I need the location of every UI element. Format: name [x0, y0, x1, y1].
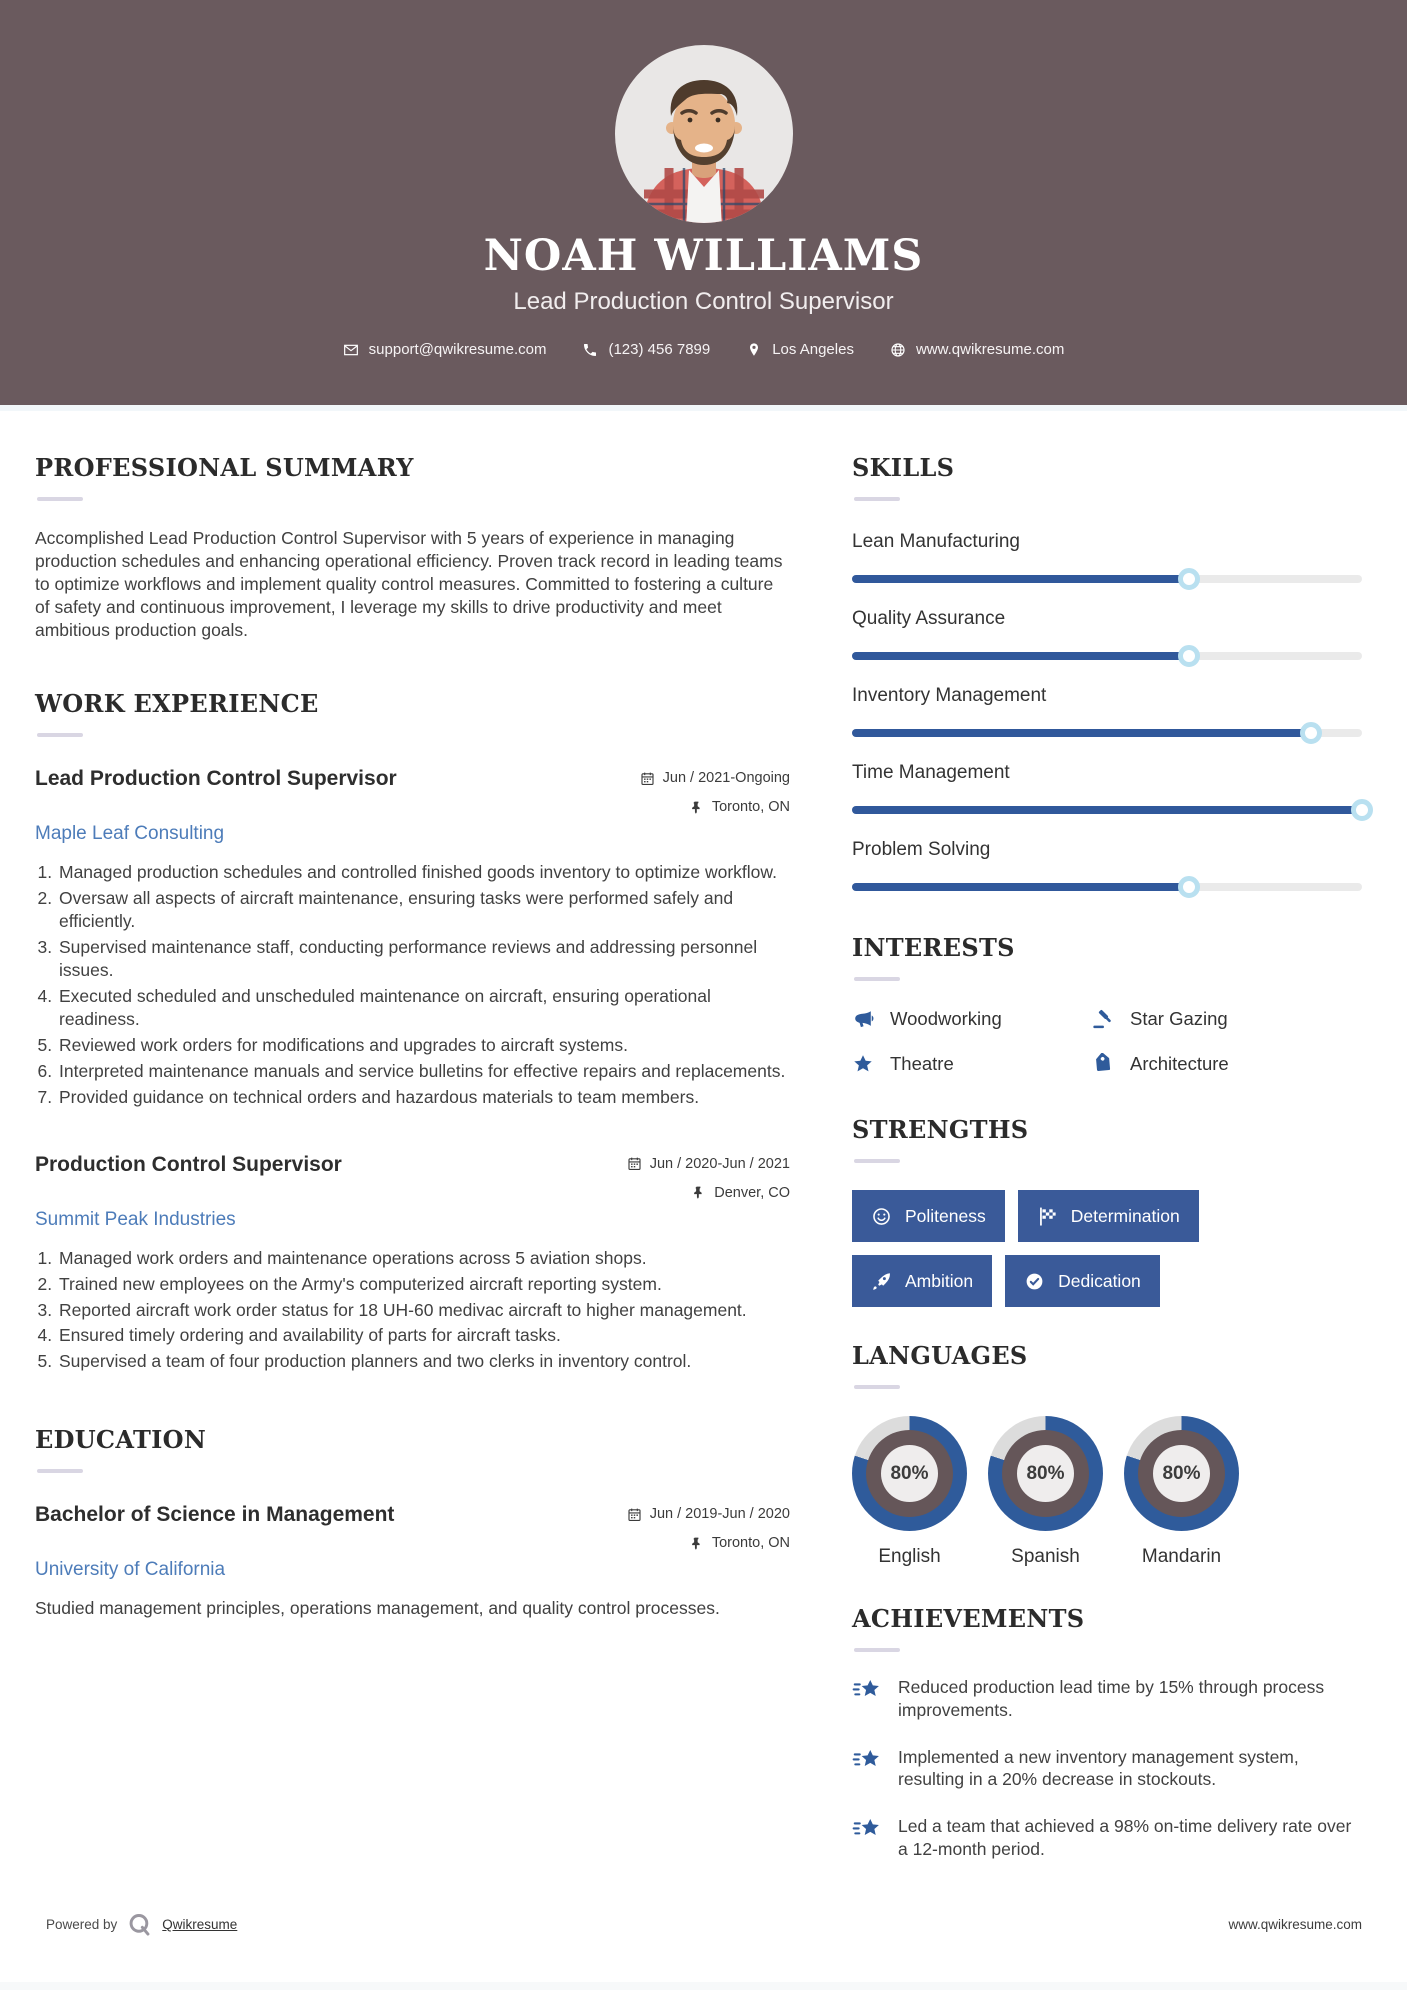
interest-label: Theatre: [890, 1053, 954, 1074]
slider-fill: [852, 729, 1311, 737]
calendar-icon: [627, 1507, 642, 1522]
slider-fill: [852, 806, 1362, 814]
language-item: [1124, 1416, 1239, 1568]
slider-fill: [852, 883, 1189, 891]
contact-location: [746, 341, 854, 358]
job-bullet: 2. Trained new employees on the Army's computerized aircraft reporting system.: [57, 1273, 790, 1296]
interest-label: Woodworking: [890, 1008, 1002, 1029]
language-donut: [852, 1416, 967, 1531]
achievement-item: [852, 1815, 1362, 1861]
skill-list: [852, 531, 1362, 891]
slider-thumb[interactable]: [1178, 568, 1200, 590]
footer: [46, 1911, 1362, 1938]
job-dates: Jun / 2021-Ongoing: [640, 770, 790, 786]
language-list: [852, 1416, 1362, 1568]
language-label: Spanish: [1011, 1546, 1080, 1567]
education-description: Studied management principles, operations management, and quality control processes.: [35, 1598, 720, 1619]
achievement-item: [852, 1676, 1362, 1722]
summary-heading: PROFESSIONAL SUMMARY: [35, 453, 414, 482]
language-donut: [988, 1416, 1103, 1531]
job-bullet: 3. Reported aircraft work order status for 18 UH-60 medivac aircraft to higher management.: [57, 1299, 790, 1322]
skill-row: [852, 839, 1362, 891]
skill-label: Quality Assurance: [852, 608, 1006, 629]
skills-heading: SKILLS: [852, 453, 955, 482]
strengths-heading: STRENGTHS: [852, 1115, 1029, 1144]
education-heading: EDUCATION: [35, 1425, 207, 1455]
smiley-icon: [871, 1206, 892, 1227]
skill-slider[interactable]: [852, 575, 1362, 583]
shooting-star-icon: [852, 1677, 883, 1704]
job-bullet: 4. Ensured timely ordering and availability of parts for aircraft tasks.: [57, 1324, 790, 1347]
strength-badge: [1005, 1255, 1160, 1307]
language-item: [988, 1416, 1103, 1568]
job-bullet: 3. Supervised maintenance staff, conducting performance reviews and addressing personnel issues.: [57, 936, 790, 982]
calendar-icon: [627, 1156, 642, 1171]
powered-by-label: Powered by: [46, 1917, 118, 1932]
degree-title: Bachelor of Science in Management: [35, 1503, 395, 1527]
contact-email: [343, 341, 547, 358]
interest-grid: [852, 1008, 1362, 1075]
phone-icon: [582, 342, 598, 358]
pushpin-icon: [689, 1536, 704, 1551]
job-entry: [35, 1153, 790, 1374]
heading-rule: [854, 977, 900, 981]
job-list: [35, 767, 790, 1373]
interests-heading: INTERESTS: [852, 933, 1015, 962]
job-bullet: 5. Reviewed work orders for modifications and upgrades to aircraft systems.: [57, 1034, 790, 1057]
skill-label: Problem Solving: [852, 839, 991, 860]
qwikresume-link[interactable]: Qwikresume: [162, 1917, 238, 1932]
job-bullet: 6. Interpreted maintenance manuals and service bulletins for effective repairs and replacements.: [57, 1060, 790, 1083]
language-label: English: [878, 1546, 941, 1567]
education-location: [627, 1535, 790, 1551]
skill-slider[interactable]: [852, 883, 1362, 891]
skill-label: Lean Manufacturing: [852, 531, 1020, 552]
map-pin-icon: [746, 342, 762, 358]
checkered-flag-icon: [1037, 1206, 1058, 1227]
education-entry: [35, 1503, 790, 1620]
globe-icon: [890, 342, 906, 358]
job-bullet: 5. Supervised a team of four production planners and two clerks in inventory control.: [57, 1350, 790, 1373]
section-summary: [35, 453, 790, 642]
right-column: [852, 453, 1362, 1861]
slider-thumb[interactable]: [1178, 876, 1200, 898]
job-bullets: [35, 861, 790, 1108]
achievement-text: Led a team that achieved a 98% on-time delivery rate over a 12-month period.: [898, 1816, 1352, 1859]
skill-slider[interactable]: [852, 729, 1362, 737]
pushpin-icon: [691, 1185, 706, 1200]
job-dates: Jun / 2020-Jun / 2021: [627, 1156, 790, 1172]
phone-number: (123) 456 7899: [608, 341, 711, 359]
slider-thumb[interactable]: [1351, 799, 1373, 821]
page-title: NOAH WILLIAMS: [483, 231, 924, 281]
tag-icon: [1092, 1053, 1114, 1075]
job-title: Production Control Supervisor: [35, 1152, 342, 1176]
calendar-icon: [640, 771, 655, 786]
heading-rule: [37, 1469, 83, 1473]
skill-slider[interactable]: [852, 806, 1362, 814]
interest-item: [852, 1053, 1092, 1075]
strength-label: Determination: [1070, 1205, 1180, 1226]
profile-photo: [614, 44, 794, 224]
pushpin-icon: [689, 800, 704, 815]
skill-row: [852, 685, 1362, 737]
heading-rule: [37, 497, 83, 501]
section-interests: [852, 933, 1362, 1075]
powered-by: [46, 1911, 237, 1938]
school-link[interactable]: University of California: [35, 1559, 226, 1581]
skill-label: Inventory Management: [852, 685, 1047, 706]
section-achievements: [852, 1604, 1362, 1861]
heading-rule: [854, 1159, 900, 1163]
section-languages: [852, 1341, 1362, 1568]
skill-label: Time Management: [852, 762, 1010, 783]
education-location-text: Toronto, ON: [711, 1535, 790, 1552]
section-strengths: [852, 1115, 1362, 1307]
job-bullet: 1. Managed production schedules and controlled finished goods inventory to optimize workflow.: [57, 861, 790, 884]
job-bullet: 2. Oversaw all aspects of aircraft maintenance, ensuring tasks were performed safely and efficiently.: [57, 887, 790, 933]
language-percent: 80%: [1153, 1445, 1210, 1502]
contact-website: [890, 341, 1064, 358]
page-bottom-edge: [0, 1982, 1407, 1990]
language-donut: [1124, 1416, 1239, 1531]
heading-rule: [854, 1648, 900, 1652]
section-education: [35, 1425, 790, 1620]
footer-website: www.qwikresume.com: [1228, 1917, 1362, 1932]
job-bullets: [35, 1247, 790, 1374]
location-text: Los Angeles: [772, 341, 854, 359]
section-work-experience: [35, 689, 790, 1373]
heading-rule: [854, 497, 900, 501]
envelope-icon: [343, 342, 359, 358]
skill-row: [852, 608, 1362, 660]
header: [0, 0, 1407, 405]
strength-badge: [852, 1190, 1005, 1242]
company-link[interactable]: Maple Leaf Consulting: [35, 823, 225, 845]
email-link[interactable]: support@qwikresume.com: [368, 341, 547, 359]
bullhorn-icon: [852, 1008, 874, 1030]
work-heading: WORK EXPERIENCE: [35, 689, 319, 719]
job-location: Denver, CO: [627, 1185, 790, 1201]
interest-item: [1092, 1008, 1362, 1030]
strength-label: Politeness: [905, 1205, 986, 1226]
achievement-list: [852, 1676, 1362, 1861]
job-bullet: 4. Executed scheduled and unscheduled maintenance on aircraft, ensuring operational readiness.: [57, 985, 790, 1031]
shooting-star-icon: [852, 1747, 883, 1774]
company-link[interactable]: Summit Peak Industries: [35, 1208, 236, 1230]
achievements-heading: ACHIEVEMENTS: [852, 1604, 1085, 1633]
slider-fill: [852, 575, 1189, 583]
check-circle-icon: [1024, 1271, 1045, 1292]
interest-item: [1092, 1053, 1362, 1075]
education-dates-text: Jun / 2019-Jun / 2020: [649, 1506, 790, 1523]
interest-label: Star Gazing: [1130, 1008, 1228, 1029]
shooting-star-icon: [852, 1816, 883, 1843]
language-percent: 80%: [1017, 1445, 1074, 1502]
skill-slider[interactable]: [852, 652, 1362, 660]
interest-label: Architecture: [1130, 1053, 1229, 1074]
contact-phone: [582, 341, 710, 358]
gavel-icon: [1092, 1008, 1114, 1030]
heading-rule: [854, 1385, 900, 1389]
education-dates: [627, 1506, 790, 1522]
achievement-text: Implemented a new inventory management system, resulting in a 20% decrease in stockouts.: [898, 1746, 1299, 1790]
language-item: [852, 1416, 967, 1568]
skill-row: [852, 762, 1362, 814]
content: [0, 411, 1407, 1861]
achievement-text: Reduced production lead time by 15% through process improvements.: [898, 1677, 1325, 1720]
achievement-item: [852, 1746, 1362, 1792]
section-skills: [852, 453, 1362, 891]
heading-rule: [37, 733, 83, 737]
job-bullet: 1. Managed work orders and maintenance operations across 5 aviation shops.: [57, 1247, 790, 1270]
summary-text: Accomplished Lead Production Control Supervisor with 5 years of experience in managing production schedules and enhancing operational efficiency. Proven track record in leading teams to optimize workflows and implement quality control measures. Committed to fostering a culture of safety and continuous improvement, I leverage my skills to drive productivity and meet ambitious production goals.: [35, 528, 783, 641]
rocket-icon: [871, 1271, 892, 1292]
languages-heading: LANGUAGES: [852, 1341, 1028, 1370]
avatar: [614, 0, 794, 224]
job-title: Lead Production Control Supervisor: [35, 767, 397, 791]
interest-item: [852, 1008, 1092, 1030]
skill-row: [852, 531, 1362, 583]
qwikresume-logo-icon: [126, 1911, 153, 1938]
strength-badge: [852, 1255, 992, 1307]
website-link[interactable]: www.qwikresume.com: [915, 341, 1065, 359]
job-location: Toronto, ON: [640, 799, 790, 815]
strength-badge: [1018, 1190, 1199, 1242]
slider-thumb[interactable]: [1300, 722, 1322, 744]
job-bullet: 7. Provided guidance on technical orders and hazardous materials to team members.: [57, 1086, 790, 1109]
strength-badges: [852, 1190, 1272, 1307]
slider-thumb[interactable]: [1178, 645, 1200, 667]
job-entry: [35, 767, 790, 1108]
left-column: [35, 453, 790, 1861]
strength-label: Ambition: [905, 1270, 974, 1291]
contact-row: [0, 341, 1407, 358]
language-percent: 80%: [881, 1445, 938, 1502]
star-icon: [852, 1053, 874, 1075]
job-headline: Lead Production Control Supervisor: [513, 288, 894, 316]
language-label: Mandarin: [1141, 1546, 1222, 1567]
strength-label: Dedication: [1058, 1270, 1141, 1291]
slider-fill: [852, 652, 1189, 660]
